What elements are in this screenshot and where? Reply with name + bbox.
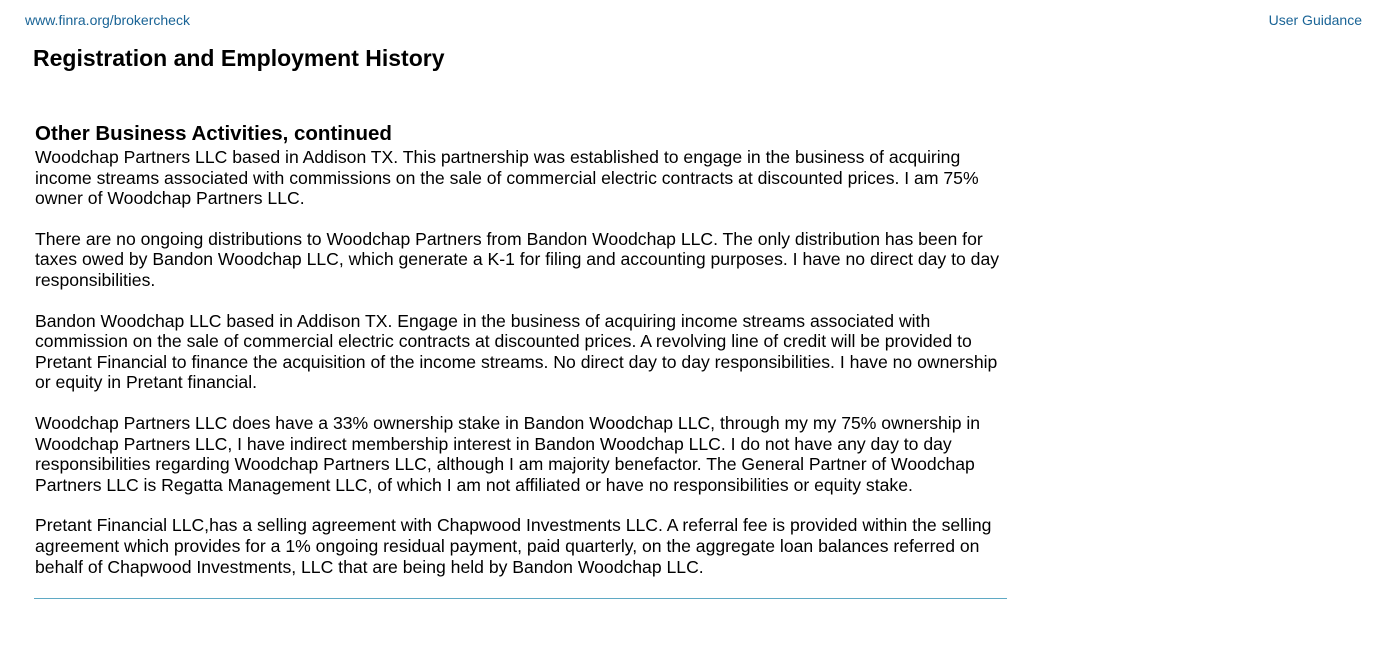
paragraph-bandon-woodchap: Bandon Woodchap LLC based in Addison TX. Engage in the business of acquiring income streams associated with commission on the sale of commercial electric contracts at discounted prices. A revolving line of credit will be provided to Pretant Financial to finance the acquisition of the income streams. No direct day to day responsibilities. I have no ownership or equity in Pretant financial. [35, 310, 998, 393]
other-business-activities-section [35, 121, 1007, 577]
user-guidance-link[interactable]: User Guidance [1268, 12, 1362, 28]
brokercheck-link[interactable]: www.finra.org/brokercheck [25, 12, 190, 28]
paragraph-pretant-financial: Pretant Financial LLC,has a selling agreement with Chapwood Investments LLC. A referral fee is provided within the selling agreement which provides for a 1% ongoing residual payment, paid quarterly, on the aggregate loan balances referred on behalf of Chapwood Investments, LLC that are being held by Bandon Woodchap LLC. [35, 515, 992, 577]
paragraph-distributions: There are no ongoing distributions to Woodchap Partners from Bandon Woodchap LLC. The only distribution has been for taxes owed by Bandon Woodchap LLC, which generate a K-1 for filing and accounting purposes. I have no direct day to day responsibilities. [35, 228, 1000, 290]
section-heading: Other Business Activities, continued [35, 122, 392, 145]
paragraph-woodchap-partners: Woodchap Partners LLC based in Addison TX. This partnership was established to engage in the business of acquiring income streams associated with commissions on the sale of commercial electric contracts at discounted prices. I am 75% owner of Woodchap Partners LLC. [35, 147, 979, 209]
page-title: Registration and Employment History [33, 45, 445, 71]
paragraph-ownership-stake: Woodchap Partners LLC does have a 33% ownership stake in Bandon Woodchap LLC, through my my 75% ownership in Woodchap Partners LLC, I have indirect membership interest in Bandon Woodchap LLC. I do not have any day to day responsibilities regarding Woodchap Partners LLC, although I am majority benefactor. The General Partner of Woodchap Partners LLC is Regatta Management LLC, of which I am not affiliated or have no responsibilities or equity stake. [35, 412, 981, 495]
section-divider [34, 598, 1007, 599]
